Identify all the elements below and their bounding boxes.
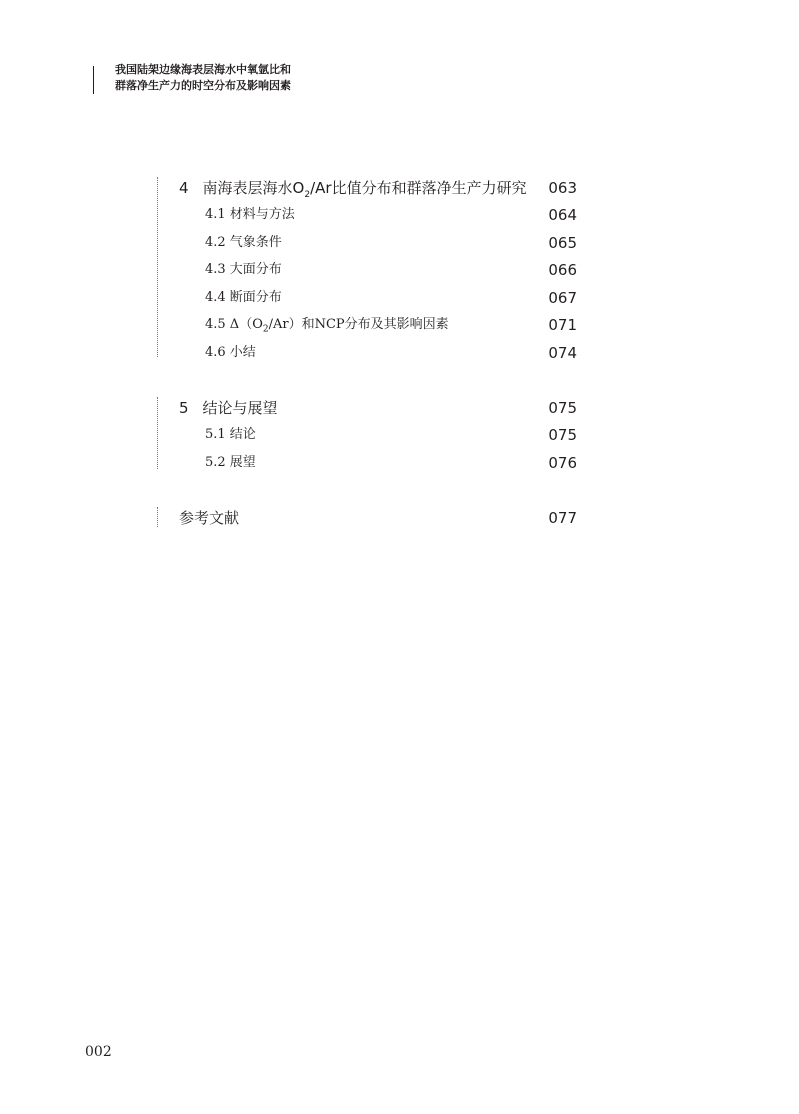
folio-page-number: 002 bbox=[85, 1044, 112, 1060]
section-title: 4.1 材料与方法 bbox=[205, 207, 295, 222]
section-title: 4.2 气象条件 bbox=[205, 235, 282, 250]
section-title: 5.1 结论 bbox=[205, 427, 256, 442]
section-title: 5.2 展望 bbox=[205, 455, 256, 470]
section-title: 4.6 小结 bbox=[205, 345, 256, 360]
toc-entry-4-4[interactable] bbox=[157, 287, 577, 311]
toc-entry-chapter-4[interactable] bbox=[157, 177, 577, 201]
toc-entry-chapter-5[interactable] bbox=[157, 397, 577, 421]
section-title: 4.3 大面分布 bbox=[205, 262, 282, 277]
page-number: 064 bbox=[548, 206, 577, 224]
toc-entry-4-6[interactable] bbox=[157, 342, 577, 366]
page-number: 075 bbox=[548, 399, 577, 417]
toc-entry-5-2[interactable] bbox=[157, 452, 577, 476]
toc-entry-4-1[interactable] bbox=[157, 204, 577, 228]
page-number: 071 bbox=[548, 316, 577, 334]
toc-entry-4-3[interactable] bbox=[157, 259, 577, 283]
toc-entry-4-2[interactable] bbox=[157, 232, 577, 256]
page-number: 063 bbox=[548, 179, 577, 197]
page-number: 076 bbox=[548, 454, 577, 472]
header-divider bbox=[93, 66, 94, 94]
references-title: 参考文献 bbox=[179, 509, 240, 527]
running-header-title bbox=[115, 62, 291, 94]
toc-entry-5-1[interactable] bbox=[157, 424, 577, 448]
section-title: 4.4 断面分布 bbox=[205, 290, 282, 305]
chapter-number: 5 bbox=[179, 399, 189, 417]
page-number: 075 bbox=[548, 426, 577, 444]
chapter-title: 5 结论与展望 bbox=[179, 399, 278, 417]
page-number: 065 bbox=[548, 234, 577, 252]
chapter-title: 4 南海表层海水$O_2/Ar$比值分布和群落净生产力研究 bbox=[179, 179, 527, 200]
page-number: 066 bbox=[548, 261, 577, 279]
toc-entry-4-5[interactable] bbox=[157, 314, 577, 338]
toc-entry-references[interactable] bbox=[157, 507, 577, 531]
page-number: 077 bbox=[548, 509, 577, 527]
chapter-number: 4 bbox=[179, 179, 189, 197]
section-title: 4.5 $\Delta(O_2/Ar)$和NCP分布及其影响因素 bbox=[205, 317, 449, 335]
page-number: 074 bbox=[548, 344, 577, 362]
header-line-1: 我国陆架边缘海表层海水中氧氩比和 bbox=[115, 63, 291, 76]
page-number: 067 bbox=[548, 289, 577, 307]
header-line-2: 群落净生产力的时空分布及影响因素 bbox=[115, 79, 291, 92]
